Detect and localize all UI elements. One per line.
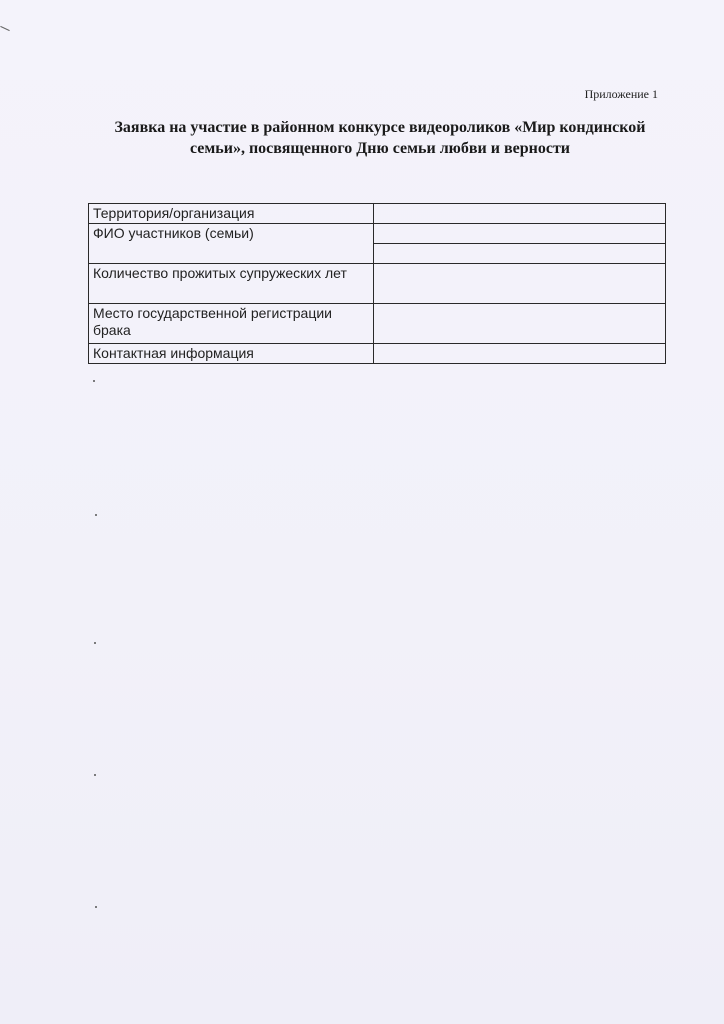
contact-info-value-field[interactable] bbox=[374, 344, 666, 364]
contact-info-label: Контактная информация bbox=[89, 344, 374, 364]
table-row bbox=[89, 224, 666, 244]
title-line-2: семьи», посвященного Дню семьи любви и верности bbox=[189, 140, 571, 157]
table-row bbox=[89, 304, 666, 344]
scan-speck bbox=[95, 906, 97, 908]
application-form-table bbox=[88, 203, 666, 364]
territory-label: Территория/организация bbox=[89, 204, 374, 224]
scan-speck bbox=[95, 514, 97, 516]
document-title bbox=[80, 117, 680, 159]
marriage-years-value-field[interactable] bbox=[374, 264, 666, 304]
scan-speck bbox=[94, 774, 96, 776]
marriage-years-label: Количество прожитых супружеских лет bbox=[89, 264, 374, 304]
appendix-label: Приложение 1 bbox=[584, 87, 658, 101]
territory-value-field[interactable] bbox=[374, 204, 666, 224]
table-row bbox=[89, 264, 666, 304]
table-row bbox=[89, 344, 666, 364]
table-row bbox=[89, 204, 666, 224]
scan-mark bbox=[0, 26, 9, 31]
registration-place-label: Место государственной регистрации брака bbox=[89, 304, 374, 344]
scan-speck bbox=[93, 380, 95, 382]
participants-label: ФИО участников (семьи) bbox=[89, 224, 374, 264]
title-line-1: Заявка на участие в районном конкурсе видеороликов «Мир кондинской bbox=[114, 119, 646, 136]
scan-speck bbox=[94, 642, 96, 644]
participants-value-field-2[interactable] bbox=[374, 244, 666, 264]
participants-value-field-1[interactable] bbox=[374, 224, 666, 244]
registration-place-value-field[interactable] bbox=[374, 304, 666, 344]
